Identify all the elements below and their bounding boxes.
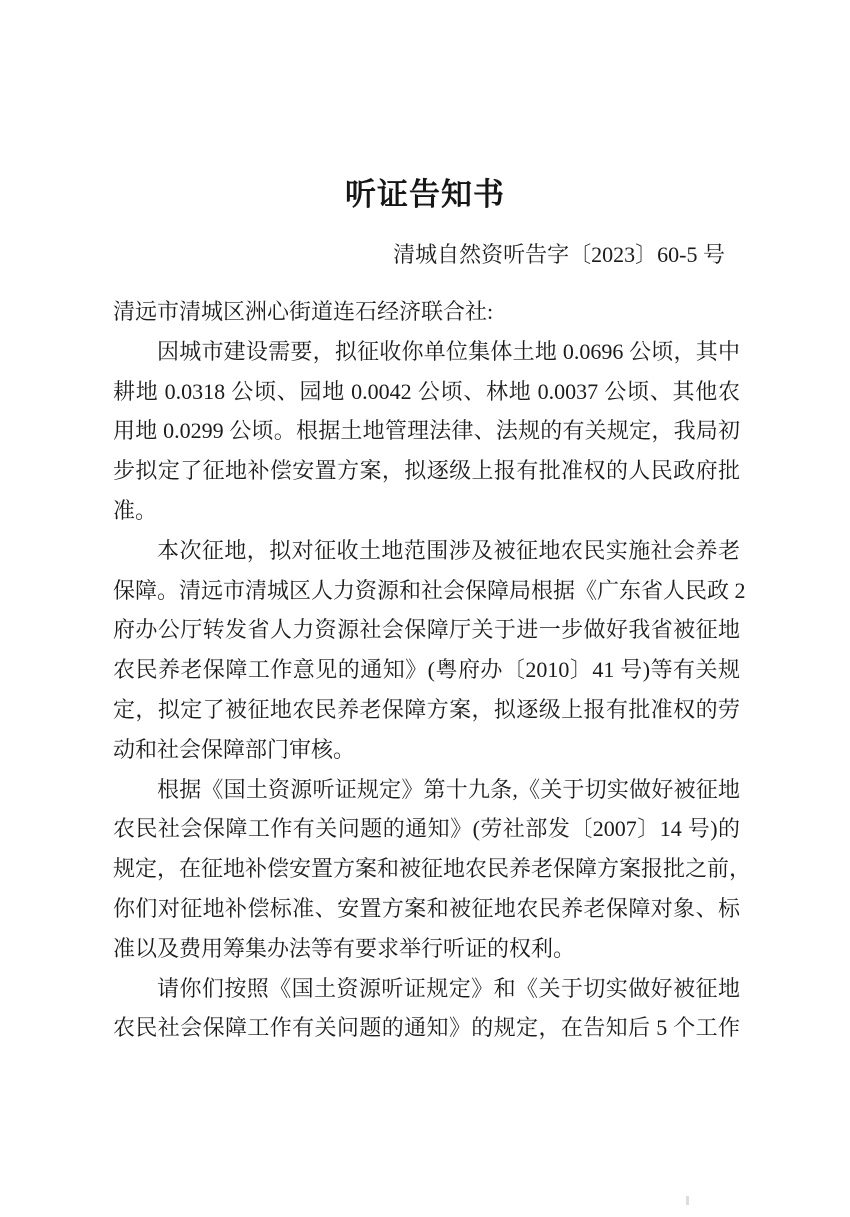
paragraph-line: 耕地 0.0318 公顷、园地 0.0042 公顷、林地 0.0037 公顷、其他农 — [113, 378, 740, 404]
scan-artifact — [686, 1196, 689, 1205]
paragraph-line: 农民养老保障工作意见的通知》(粤府办〔2010〕41 号)等有关规 — [113, 657, 740, 683]
paragraph-line: 请你们按照《国土资源听证规定》和《关于切实做好被征地 — [157, 975, 740, 1001]
paragraph-line: 定，拟定了被征地农民养老保障方案，拟逐级上报有批准权的劳 — [113, 696, 740, 722]
paragraph-line: 准。 — [113, 497, 158, 523]
paragraph-line: 根据《国土资源听证规定》第十九条,《关于切实做好被征地 — [157, 776, 740, 802]
body-paragraph — [113, 770, 752, 969]
document-body — [113, 292, 752, 1048]
addressee-line: 清远市清城区洲心街道连石经济联合社: — [113, 299, 494, 324]
paragraph-line: 准以及费用筹集办法等有要求举行听证的权利。 — [113, 935, 576, 961]
paragraph-line: 你们对征地补偿标准、安置方案和被征地农民养老保障对象、标 — [113, 895, 740, 921]
paragraph-line: 步拟定了征地补偿安置方案，拟逐级上报有批准权的人民政府批 — [113, 458, 740, 484]
paragraph-line: 因城市建设需要，拟征收你单位集体土地 0.0696 公顷，其中 — [157, 338, 740, 364]
document-title: 听证告知书 — [345, 177, 505, 212]
document-number: 清城自然资听告字〔2023〕60-5 号 — [393, 242, 725, 267]
paragraph-line: 用地 0.0299 公顷。根据土地管理法律、法规的有关规定，我局初 — [113, 418, 740, 444]
paragraph-line: 动和社会保障部门审核。 — [113, 736, 356, 762]
paragraph-line: 农民社会保障工作有关问题的通知》的规定，在告知后 5 个工作 — [113, 1015, 740, 1041]
paragraph-line: 保障。清远市清城区人力资源和社会保障局根据《广东省人民政 2 — [113, 577, 746, 603]
body-paragraph — [113, 531, 746, 770]
paragraph-line: 府办公厅转发省人力资源社会保障厅关于进一步做好我省被征地 — [113, 617, 740, 643]
body-paragraph — [113, 332, 740, 531]
paragraph-line: 规定，在征地补偿安置方案和被征地农民养老保障方案报批之前， — [113, 856, 752, 882]
paragraph-line: 农民社会保障工作有关问题的通知》(劳社部发〔2007〕14 号)的 — [113, 816, 740, 842]
body-paragraph — [113, 969, 740, 1049]
paragraph-line: 本次征地，拟对征收土地范围涉及被征地农民实施社会养老 — [157, 537, 740, 563]
